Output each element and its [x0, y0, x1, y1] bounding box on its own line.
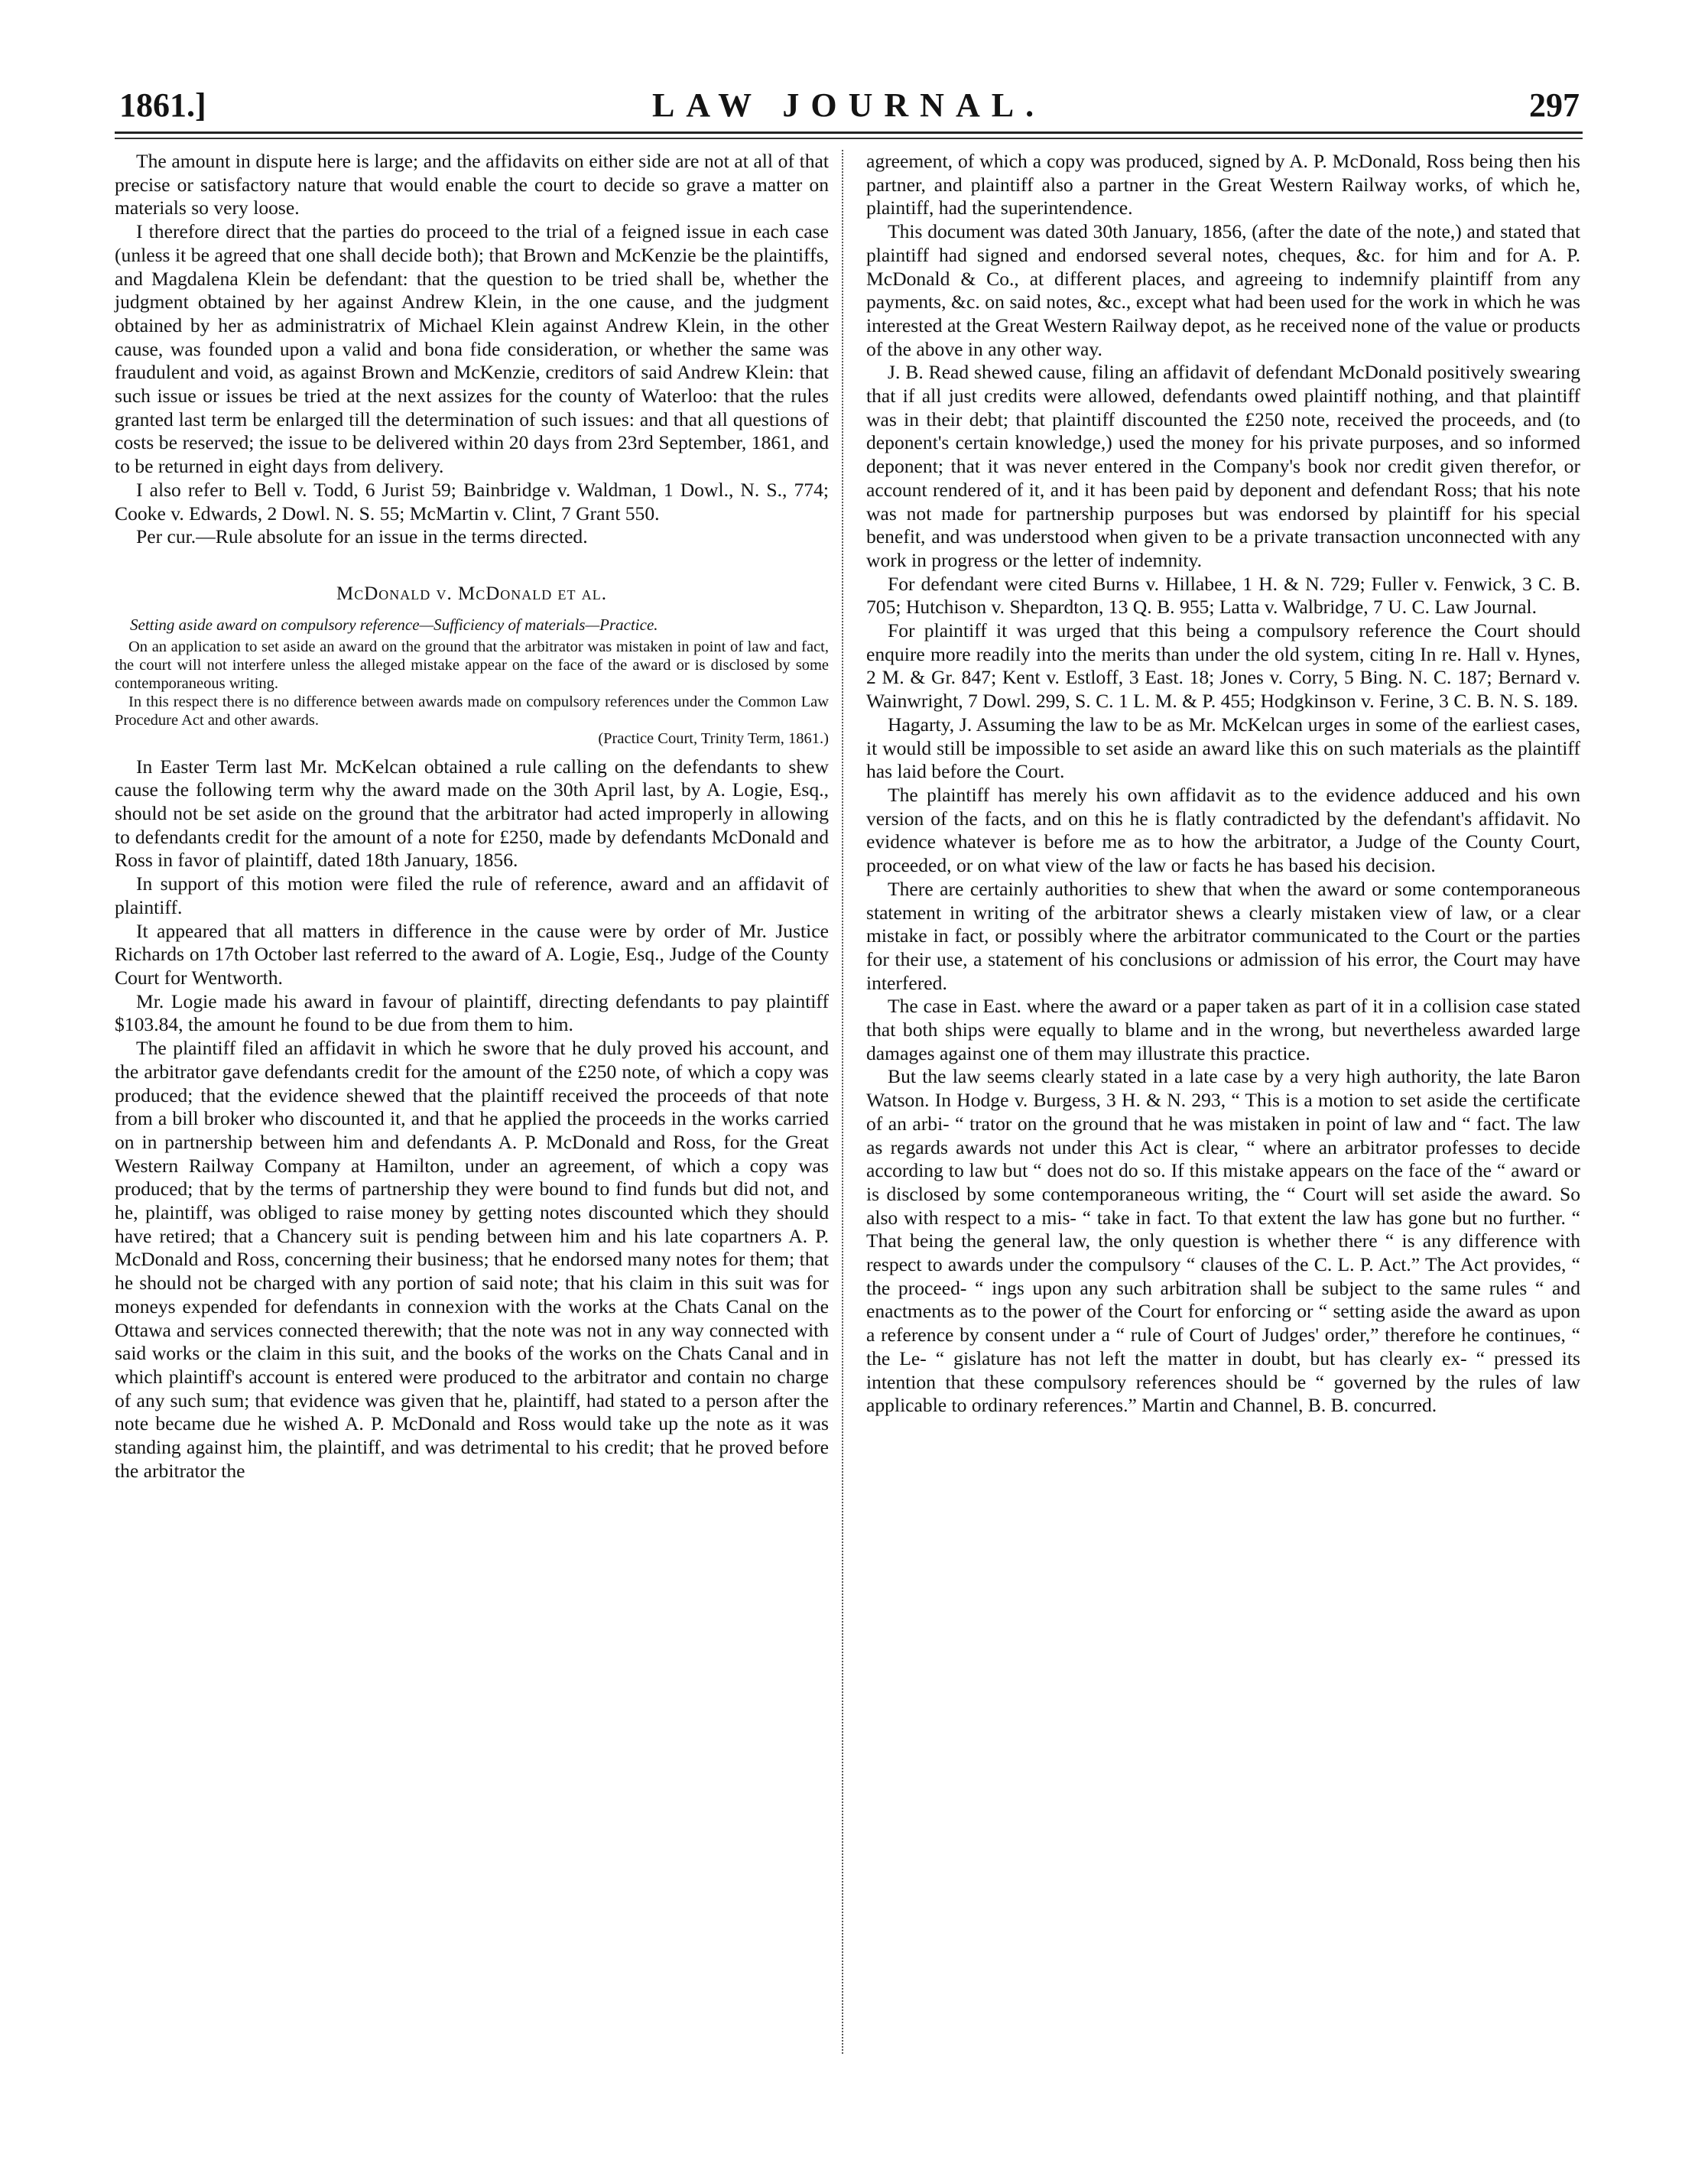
paragraph: For defendant were cited Burns v. Hillabee, 1 H. & N. 729; Fuller v. Fenwick, 3 C. B. 705; Hutchison v. Shepardton, 13 Q. B. 955; Latta v. Walbridge, 7 U. C. Law Journal.: [866, 572, 1580, 619]
header-title: LAW JOURNAL.: [651, 86, 1046, 124]
court-designation: (Practice Court, Trinity Term, 1861.): [598, 729, 829, 747]
paragraph: J. B. Read shewed cause, filing an affidavit of defendant McDonald positively swearing that if all just credits were allowed, defendants owed plaintiff nothing, and that plaintiff was in their debt; that plaintiff discounted the £250 note, received the proceeds, and (to deponent's certain knowledge,) used the money for his private purposes, and so informed deponent; that it was never entered in the Company's book nor credit given therefor, or account rendered of it, and it has been paid by deponent and defendant Ross; that his note was not made for partnership purposes but was endorsed by plaintiff for his special benefit, and was understood when given to be a private transaction unconnected with any work in progress or the letter of indemnity.: [866, 361, 1580, 571]
header-rule-thin: [115, 138, 1583, 139]
paragraph: Mr. Logie made his award in favour of plaintiff, directing defendants to pay plaintiff $103.84, the amount he found to be due from them to him.: [115, 989, 829, 1036]
paragraph: Hagarty, J. Assuming the law to be as Mr. McKelcan urges in some of the earliest cases, it would still be impossible to set aside an award like this on such materials as the plaintiff has laid before the Court.: [866, 713, 1580, 783]
paragraph: It appeared that all matters in difference in the cause were by order of Mr. Justice Richards on 17th October last referred to the award of A. Logie, Esq., Judge of the County Court for Wentworth.: [115, 919, 829, 989]
paragraph: In support of this motion were filed the rule of reference, award and an affidavit of plaintiff.: [115, 872, 829, 918]
column-divider: [842, 150, 843, 2054]
per-curiam: Per cur.—Rule absolute for an issue in the terms directed.: [136, 525, 588, 548]
citation-paragraph: I also refer to Bell v. Todd, 6 Jurist 59; Bainbridge v. Waldman, 1 Dowl., N. S., 774; Cooke v. Edwards, 2 Dowl. N. S. 55; McMartin v. Clint, 7 Grant 550.: [115, 478, 829, 525]
paragraph: The plaintiff filed an affidavit in which he swore that he duly proved his account, and the arbitrator gave defendants credit for the amount of the £250 note, of which a copy was produced; that the evidence shewed that the plaintiff received the proceeds of that note from a bill broker who discounted it, and that he applied the proceeds in the works carried on in partnership between him and defendants A. P. McDonald and Ross, for the Great Western Railway Company at Hamilton, under an agreement, of which a copy was produced; that by the terms of partnership they were bound to find funds but did not, and he, plaintiff, was obliged to raise money by getting notes discounted which they should have retired; that a Chancery suit is pending between him and his late copartners A. P. McDonald and Ross, concerning their business; that he endorsed many notes for them; that he should not be charged with any portion of said note; that his claim in this suit was for moneys expended for defendants in connexion with the works at the Chats Canal on the Ottawa and services connected therewith; that the note was not in any way connected with said works or the claim in this suit, and the books of the works on the Chats Canal and in which plaintiff's account is entered were produced to the arbitrator and contain no charge of any such sum; that evidence was given that he, plaintiff, had stated to a person after the note became due he wished A. P. McDonald and Ross would take up the note as it was standing against him, the plaintiff, and was detrimental to his credit; that he proved before the arbitrator the: [115, 1037, 829, 1482]
case-title: McDonald v. McDonald et al.: [336, 583, 608, 604]
header-rule: [115, 132, 1583, 134]
header-page-number: 297: [1529, 86, 1580, 124]
paragraph: This document was dated 30th January, 1856, (after the date of the note,) and stated that plaintiff had signed and endorsed several notes, cheques, &c. for him and for A. P. McDonald & Co., at different places, and agreeing to indemnify plaintiff from any payments, &c. on said notes, &c., except what had been used for the work in which he was interested at the Great Western Railway depot, as he received none of the value or products of the above in any other way.: [866, 220, 1580, 360]
right-column: [866, 150, 1580, 1418]
paragraph: There are certainly authorities to shew that when the award or some contemporaneous statement in writing of the arbitrator shews a clearly mistaken view of law, or a clear mistake in fact, or possibly where the arbitrator communicated to the Court or the parties for their use, a statement of his conclusions or admission of his error, the Court may have interfered.: [866, 877, 1580, 994]
headnote-text: In this respect there is no difference between awards made on compulsory references under the Common Law Procedure Act and other awards.: [115, 693, 829, 729]
header-year: 1861.]: [119, 86, 206, 124]
paragraph: In Easter Term last Mr. McKelcan obtained a rule calling on the defendants to shew cause the following term why the award made on the 30th April last, by A. Logie, Esq., should not be set aside on the ground that the arbitrator had acted improperly in allowing to defendants credit for the amount of a note for £250, made by defendants McDonald and Ross in favor of plaintiff, dated 18th January, 1856.: [115, 755, 829, 872]
headnote-text: On an application to set aside an award on the ground that the arbitrator was mistaken in point of law and fact, the court will not interfere unless the alleged mistake appear on the face of the award or is disclosed by some contemporaneous writing.: [115, 638, 829, 692]
paragraph: The plaintiff has merely his own affidavit as to the evidence adduced and his own version of the facts, and on this he is flatly contradicted by the defendant's affidavit. No evidence whatever is before me as to how the arbitrator, a Judge of the County Court, proceeded, or on what view of the law or facts he has based his decision.: [866, 783, 1580, 877]
left-column: [115, 150, 829, 1483]
headnote: Setting aside award on compulsory reference—Sufficiency of materials—Practice.: [130, 615, 658, 634]
paragraph: For plaintiff it was urged that this being a compulsory reference the Court should enquire more readily into the merits than under the old system, citing In re. Hall v. Hynes, 2 M. & Gr. 847; Kent v. Estloff, 3 East. 18; Jones v. Corry, 5 Bing. N. C. 187; Bernard v. Wainwright, 7 Dowl. 299, S. C. 1 L. M. & P. 455; Hodgkinson v. Ferine, 3 C. B. N. S. 189.: [866, 619, 1580, 713]
paragraph: The amount in dispute here is large; and the affidavits on either side are not at all of that precise or satisfactory nature that would enable the court to decide so grave a matter on materials so very loose.: [115, 150, 829, 219]
paragraph: But the law seems clearly stated in a late case by a very high authority, the late Baron Watson. In Hodge v. Burgess, 3 H. & N. 293, “ This is a motion to set aside the certificate of an arbi- “ trator on the ground that he was mistaken in point of law and “ fact. The law as regards awards not under this Act is clear, “ where an arbitrator professes to decide according to law but “ does not do so. If this mistake appears on the face of the “ award or is disclosed by some contemporaneous writing, the “ Court will set aside the award. So also with respect to a mis- “ take in fact. To that extent the law has gone but no further. “ That being the general law, the only question is whether there “ is any difference with respect to awards under the compulsory “ clauses of the C. L. P. Act.” The Act provides, “ the proceed- “ ings upon any such arbitration shall be subject to the same rules “ and enactments as to the power of the Court for enforcing or “ setting aside the award as upon a reference by consent under a “ rule of Court of Judges' order,” therefore he continues, “ the Le- “ gislature has not left the matter in doubt, but has clearly ex- “ pressed its intention that these compulsory references should be “ governed by the rules of law applicable to ordinary references.” Martin and Channel, B. B. concurred.: [866, 1065, 1580, 1417]
page-header: [115, 86, 1583, 132]
paragraph: I therefore direct that the parties do proceed to the trial of a feigned issue in each case (unless it be agreed that one shall decide both); that Brown and McKenzie be the plaintiffs, and Magdalena Klein be defendant: that the question to be tried shall be, whether the judgment obtained by her against Andrew Klein, in the one cause, and the judgment obtained by her as administratrix of Michael Klein against Andrew Klein, in the other cause, was founded upon a valid and bona fide consideration, or whether the same was fraudulent and void, as against Brown and McKenzie, creditors of said Andrew Klein: that such issue or issues be tried at the next assizes for the county of Waterloo: that the rules granted last term be enlarged till the determination of such issues: and that all questions of costs be reserved; the issue to be delivered within 20 days from 23rd September, 1861, and to be returned in eight days from delivery.: [115, 220, 829, 478]
paragraph: The case in East. where the award or a paper taken as part of it in a collision case stated that both ships were equally to blame and in the wrong, but nevertheless awarded large damages against one of them may illustrate this practice.: [866, 995, 1580, 1064]
paragraph: agreement, of which a copy was produced, signed by A. P. McDonald, Ross being then his partner, and plaintiff also a partner in the Great Western Railway works, of which he, plaintiff, had the superintendence.: [866, 150, 1580, 219]
